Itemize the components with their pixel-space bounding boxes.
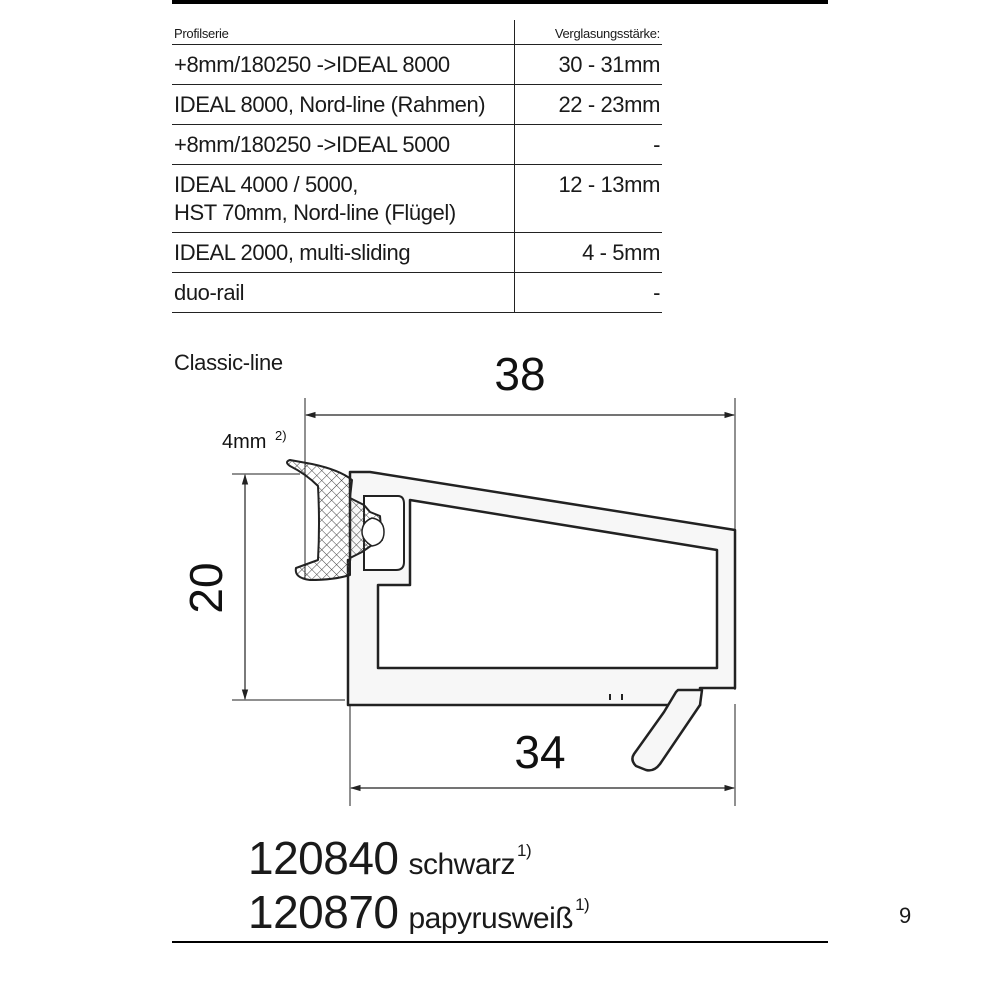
glazing-thickness-cell: 22 - 23mm — [515, 85, 663, 125]
header-glazing-thickness: Verglasungsstärke: — [515, 20, 663, 45]
article-line — [248, 880, 589, 944]
glazing-thickness-cell: 12 - 13mm — [515, 165, 663, 233]
seal-footnote: 2) — [275, 428, 287, 443]
glazing-thickness-cell: 30 - 31mm — [515, 45, 663, 85]
article-footnote: 1) — [517, 841, 532, 860]
dimension-top-38: 38 — [494, 348, 546, 400]
profile-series-line: IDEAL 4000 / 5000, — [174, 172, 359, 197]
bottom-rule — [172, 941, 828, 943]
profile-series-cell: IDEAL 2000, multi-sliding — [172, 233, 515, 273]
profile-series-cell: IDEAL 8000, Nord-line (Rahmen) — [172, 85, 515, 125]
seal-size-label: 4mm — [222, 431, 267, 453]
article-number: 120870 — [248, 886, 399, 938]
article-color: schwarz — [408, 848, 516, 881]
glazing-thickness-cell: - — [515, 125, 663, 165]
dimension-bottom-34: 34 — [514, 726, 566, 778]
profile-series-line: HST 70mm, Nord-line (Flügel) — [174, 200, 456, 225]
profile-series-cell: +8mm/180250 ->IDEAL 8000 — [172, 45, 515, 85]
article-footnote: 1) — [575, 895, 590, 914]
glazing-thickness-cell: 4 - 5mm — [515, 233, 663, 273]
article-color: papyrusweiß — [408, 902, 574, 935]
article-number: 120840 — [248, 832, 399, 884]
profile-line-label: Classic-line — [174, 350, 283, 375]
dimension-height-20: 20 — [180, 562, 232, 614]
glazing-thickness-cell: - — [515, 273, 663, 313]
profile-series-cell: duo-rail — [172, 273, 515, 313]
header-profile-series: Profilserie — [172, 20, 515, 45]
profile-series-cell: +8mm/180250 ->IDEAL 5000 — [172, 125, 515, 165]
page-number: 9 — [899, 903, 912, 928]
